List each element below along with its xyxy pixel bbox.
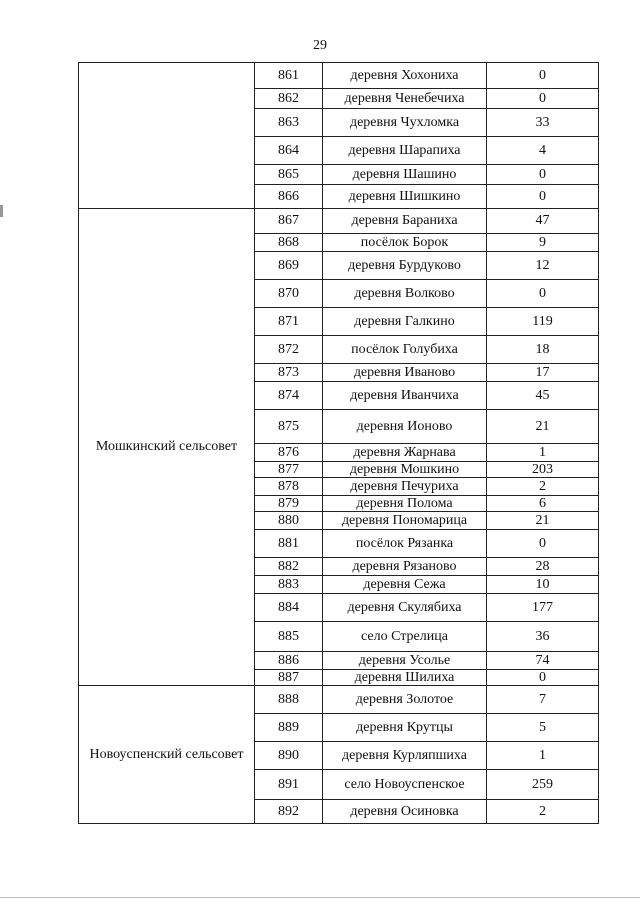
row-number-cell: 873 <box>255 364 323 382</box>
value-cell: 6 <box>487 496 599 512</box>
value-cell: 4 <box>487 137 599 165</box>
value-cell: 21 <box>487 512 599 530</box>
row-number-cell: 884 <box>255 594 323 622</box>
district-cell <box>79 63 255 209</box>
row-number-cell: 890 <box>255 742 323 770</box>
settlement-name-cell: деревня Иваново <box>323 364 487 382</box>
row-number-cell: 882 <box>255 558 323 576</box>
value-cell: 119 <box>487 308 599 336</box>
settlement-name-cell: деревня Ионово <box>323 410 487 444</box>
value-cell: 259 <box>487 770 599 800</box>
settlement-name-cell: посёлок Рязанка <box>323 530 487 558</box>
row-number-cell: 877 <box>255 462 323 478</box>
row-number-cell: 876 <box>255 444 323 462</box>
row-number-cell: 879 <box>255 496 323 512</box>
settlement-name-cell: село Новоуспенское <box>323 770 487 800</box>
row-number-cell: 875 <box>255 410 323 444</box>
settlement-name-cell: деревня Шарапиха <box>323 137 487 165</box>
table-row <box>79 209 599 234</box>
row-number-cell: 880 <box>255 512 323 530</box>
row-number-cell: 867 <box>255 209 323 234</box>
value-cell: 21 <box>487 410 599 444</box>
settlement-name-cell: деревня Полома <box>323 496 487 512</box>
value-cell: 18 <box>487 336 599 364</box>
settlement-name-cell: деревня Ченебечиха <box>323 89 487 109</box>
value-cell: 7 <box>487 686 599 714</box>
row-number-cell: 881 <box>255 530 323 558</box>
value-cell: 47 <box>487 209 599 234</box>
district-cell: Мошкинский сельсовет <box>79 209 255 686</box>
settlements-table <box>78 62 599 824</box>
settlement-name-cell: деревня Курляпшиха <box>323 742 487 770</box>
row-number-cell: 868 <box>255 234 323 252</box>
settlement-name-cell: деревня Сежа <box>323 576 487 594</box>
value-cell: 10 <box>487 576 599 594</box>
value-cell: 0 <box>487 185 599 209</box>
settlement-name-cell: посёлок Борок <box>323 234 487 252</box>
value-cell: 12 <box>487 252 599 280</box>
row-number-cell: 891 <box>255 770 323 800</box>
row-number-cell: 871 <box>255 308 323 336</box>
settlement-name-cell: деревня Шишкино <box>323 185 487 209</box>
value-cell: 203 <box>487 462 599 478</box>
settlement-name-cell: деревня Печуриха <box>323 478 487 496</box>
settlement-name-cell: деревня Чухломка <box>323 109 487 137</box>
row-number-cell: 866 <box>255 185 323 209</box>
settlement-name-cell: деревня Жарнава <box>323 444 487 462</box>
value-cell: 1 <box>487 444 599 462</box>
settlement-name-cell: деревня Мошкино <box>323 462 487 478</box>
value-cell: 177 <box>487 594 599 622</box>
value-cell: 2 <box>487 478 599 496</box>
value-cell: 36 <box>487 622 599 652</box>
settlement-name-cell: деревня Бараниха <box>323 209 487 234</box>
row-number-cell: 861 <box>255 63 323 89</box>
settlement-name-cell: деревня Пономарица <box>323 512 487 530</box>
row-number-cell: 883 <box>255 576 323 594</box>
scan-edge-mark <box>0 205 3 217</box>
row-number-cell: 869 <box>255 252 323 280</box>
value-cell: 0 <box>487 165 599 185</box>
row-number-cell: 865 <box>255 165 323 185</box>
value-cell: 33 <box>487 109 599 137</box>
district-cell: Новоуспенский сельсовет <box>79 686 255 824</box>
row-number-cell: 887 <box>255 670 323 686</box>
row-number-cell: 885 <box>255 622 323 652</box>
value-cell: 0 <box>487 530 599 558</box>
settlement-name-cell: деревня Хохониха <box>323 63 487 89</box>
page-number: 29 <box>313 38 327 53</box>
row-number-cell: 886 <box>255 652 323 670</box>
row-number-cell: 874 <box>255 382 323 410</box>
row-number-cell: 872 <box>255 336 323 364</box>
table-row <box>79 686 599 714</box>
settlement-name-cell: деревня Рязаново <box>323 558 487 576</box>
settlement-name-cell: село Стрелица <box>323 622 487 652</box>
table-row <box>79 63 599 89</box>
settlement-name-cell: деревня Золотое <box>323 686 487 714</box>
value-cell: 0 <box>487 280 599 308</box>
settlement-name-cell: деревня Шилиха <box>323 670 487 686</box>
value-cell: 2 <box>487 800 599 824</box>
settlement-name-cell: деревня Усолье <box>323 652 487 670</box>
value-cell: 45 <box>487 382 599 410</box>
row-number-cell: 888 <box>255 686 323 714</box>
row-number-cell: 864 <box>255 137 323 165</box>
row-number-cell: 889 <box>255 714 323 742</box>
settlement-name-cell: деревня Скулябиха <box>323 594 487 622</box>
value-cell: 17 <box>487 364 599 382</box>
value-cell: 0 <box>487 89 599 109</box>
value-cell: 74 <box>487 652 599 670</box>
value-cell: 9 <box>487 234 599 252</box>
settlement-name-cell: посёлок Голубиха <box>323 336 487 364</box>
settlement-name-cell: деревня Волково <box>323 280 487 308</box>
row-number-cell: 863 <box>255 109 323 137</box>
row-number-cell: 878 <box>255 478 323 496</box>
settlement-name-cell: деревня Крутцы <box>323 714 487 742</box>
scan-edge-mark <box>0 897 640 898</box>
value-cell: 0 <box>487 670 599 686</box>
value-cell: 28 <box>487 558 599 576</box>
value-cell: 1 <box>487 742 599 770</box>
settlement-name-cell: деревня Шашино <box>323 165 487 185</box>
settlement-name-cell: деревня Галкино <box>323 308 487 336</box>
row-number-cell: 862 <box>255 89 323 109</box>
row-number-cell: 892 <box>255 800 323 824</box>
settlement-name-cell: деревня Иванчиха <box>323 382 487 410</box>
row-number-cell: 870 <box>255 280 323 308</box>
settlement-name-cell: деревня Бурдуково <box>323 252 487 280</box>
value-cell: 5 <box>487 714 599 742</box>
settlement-name-cell: деревня Осиновка <box>323 800 487 824</box>
value-cell: 0 <box>487 63 599 89</box>
